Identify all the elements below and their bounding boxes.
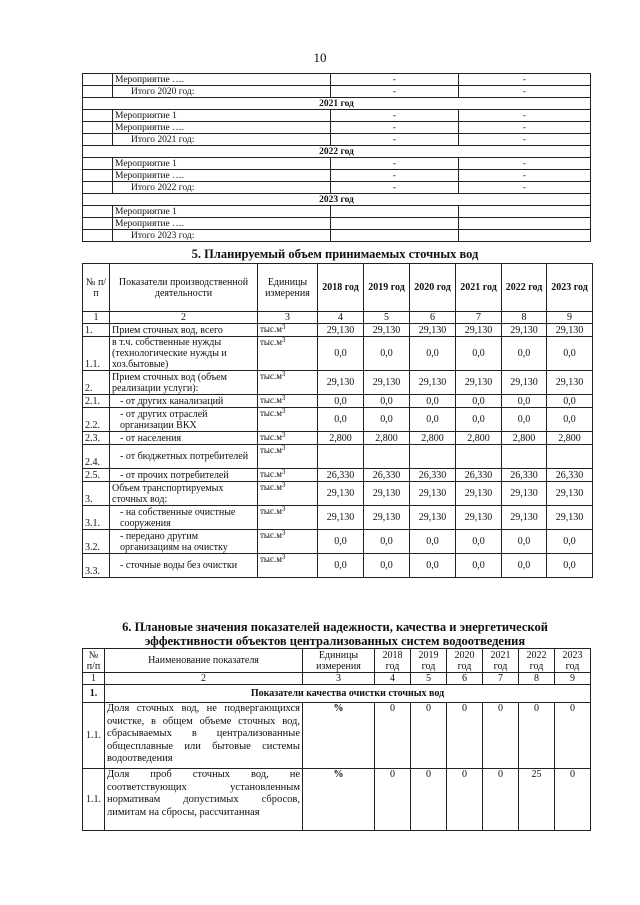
group-num: 1. [83,685,105,703]
row-unit [258,395,318,408]
index-cell: 2 [110,312,258,324]
row-value: 0,0 [318,337,364,371]
row-value: 29,130 [456,482,502,506]
row-value: 0,0 [547,554,593,578]
row-value: 0,0 [318,395,364,408]
index-cell: 4 [375,673,411,685]
row-value: 29,130 [502,506,547,530]
measure-label: Мероприятие …. [113,170,331,182]
index-cell: 7 [483,673,519,685]
row-unit [258,432,318,445]
index-cell: 8 [519,673,555,685]
unit-text: тыс.м [260,432,282,442]
row-value: 0,0 [502,395,547,408]
measure-value [331,230,459,242]
row-num: 3.1. [83,506,110,530]
row-value: 26,330 [410,469,456,482]
unit-superscript: 3 [281,529,286,537]
row-value: 29,130 [318,324,364,337]
header-year: 2020 год [410,264,456,312]
row-value [502,445,547,469]
row-value: 2,800 [456,432,502,445]
row-value: 29,130 [456,324,502,337]
header-year: 2022 год [519,649,555,673]
row-value: 0,0 [456,554,502,578]
row-num: 3.2. [83,530,110,554]
row-value: 2,800 [318,432,364,445]
row-value: 2,800 [547,432,593,445]
measure-value: - [331,170,459,182]
row-value: 0 [555,769,591,831]
row-num: 2.2. [83,408,110,432]
row-value: 29,130 [502,371,547,395]
row-label: - на собственные очистные сооружения [110,506,258,530]
unit-superscript: 3 [281,553,286,561]
header-year: 2018 год [318,264,364,312]
row-value: 0 [375,703,411,769]
row-value: 29,130 [364,371,410,395]
row-value: 29,130 [410,371,456,395]
table-header-row [83,649,591,673]
measure-label: Мероприятие …. [113,74,331,86]
row-value [410,445,456,469]
table-row [83,769,591,831]
row-label: - от других отраслей организации ВКХ [110,408,258,432]
measure-value: - [459,134,591,146]
measure-row [83,230,591,242]
measure-num [83,110,113,122]
row-num: 2. [83,371,110,395]
measure-num [83,230,113,242]
measure-value: - [331,182,459,194]
measure-row [83,74,591,86]
row-num: 1.1. [83,337,110,371]
row-label: - от других канализаций [110,395,258,408]
row-num: 1.1. [83,703,105,769]
unit-superscript: 3 [281,407,286,415]
table-row [83,703,591,769]
row-value: 0 [411,769,447,831]
row-unit [258,506,318,530]
measure-value: - [331,110,459,122]
row-value: 26,330 [364,469,410,482]
row-unit [258,482,318,506]
row-value: 0,0 [456,337,502,371]
index-cell: 6 [410,312,456,324]
row-num: 2.1. [83,395,110,408]
row-value: 0,0 [364,408,410,432]
table-row [83,408,593,432]
row-unit [258,337,318,371]
row-value: 2,800 [410,432,456,445]
row-value: 26,330 [547,469,593,482]
index-cell: 1 [83,312,110,324]
unit-superscript: 3 [281,444,286,452]
measure-total-label: Итого 2022 год: [113,182,331,194]
row-value: 29,130 [410,324,456,337]
measure-row [83,170,591,182]
row-value: 29,130 [547,506,593,530]
row-label: - от населения [110,432,258,445]
header-year: 2022 год [502,264,547,312]
table-row [83,337,593,371]
row-value: 0,0 [456,530,502,554]
table-row [83,530,593,554]
row-value: 29,130 [502,324,547,337]
row-value: 0,0 [410,530,456,554]
table-row [83,371,593,395]
row-value: 0 [483,703,519,769]
measure-row [83,110,591,122]
row-value: 29,130 [547,482,593,506]
year-heading: 2023 год [83,194,591,206]
row-value: 2,800 [364,432,410,445]
header-year: 2023 год [547,264,593,312]
header-unit: Единицы измерения [303,649,375,673]
measure-value: - [459,110,591,122]
header-indicator: Наименование показателя [105,649,303,673]
unit-text: тыс.м [260,371,282,381]
row-value [364,445,410,469]
measure-label: Мероприятие …. [113,122,331,134]
row-value [318,445,364,469]
row-num: 1. [83,324,110,337]
unit-text: тыс.м [260,506,282,516]
measure-num [83,206,113,218]
measure-value: - [459,74,591,86]
unit-text: тыс.м [260,395,282,405]
row-value: 29,130 [410,506,456,530]
measure-value: - [459,86,591,98]
row-value: 0,0 [318,554,364,578]
year-heading: 2021 год [83,98,591,110]
row-label: Прием сточных вод (объем реализации услуги): [110,371,258,395]
index-cell: 6 [447,673,483,685]
row-label: - от бюджетных потребителей [110,445,258,469]
row-value: 29,130 [318,482,364,506]
header-num: № п/п [83,264,110,312]
measure-num [83,218,113,230]
header-num: № п/п [83,649,105,673]
row-value: 0,0 [547,530,593,554]
index-row [83,673,591,685]
measure-value: - [459,182,591,194]
row-value: 0,0 [410,408,456,432]
row-value: 0,0 [364,395,410,408]
row-value: 0 [411,703,447,769]
unit-text: тыс.м [260,408,282,418]
row-label: - передано другим организациям на очистку [110,530,258,554]
table-row [83,554,593,578]
row-unit [258,445,318,469]
row-value [456,445,502,469]
measure-value [331,218,459,230]
measure-value: - [459,158,591,170]
row-num: 1.1. [83,769,105,831]
measure-label: Мероприятие 1 [113,110,331,122]
unit-superscript: 3 [281,394,286,402]
row-value: 0,0 [364,554,410,578]
measure-num [83,86,113,98]
row-unit: % [303,769,375,831]
row-value: 0 [447,703,483,769]
row-value: 29,130 [364,324,410,337]
measure-num [83,170,113,182]
year-heading: 2022 год [83,146,591,158]
table-row [83,432,593,445]
row-num: 2.3. [83,432,110,445]
index-cell: 8 [502,312,547,324]
unit-text: тыс.м [260,469,282,479]
unit-text: тыс.м [260,554,282,564]
page-number: 10 [313,50,327,65]
row-value: 0,0 [502,337,547,371]
index-cell: 5 [411,673,447,685]
measure-label: Мероприятие 1 [113,206,331,218]
row-unit [258,554,318,578]
measure-label: Мероприятие …. [113,218,331,230]
row-value: 0 [555,703,591,769]
unit-superscript: 3 [281,370,286,378]
row-value: 25 [519,769,555,831]
index-cell: 9 [547,312,593,324]
row-num: 2.5. [83,469,110,482]
table-row [83,469,593,482]
measure-value [459,230,591,242]
row-value: 26,330 [502,469,547,482]
measure-total-label: Итого 2020 год: [113,86,331,98]
measure-value: - [331,122,459,134]
row-value: 29,130 [456,506,502,530]
row-label: Объем транспортируемых сточных вод: [110,482,258,506]
measure-value: - [331,86,459,98]
measure-row [83,134,591,146]
measure-value: - [331,158,459,170]
measure-total-label: Итого 2023 год: [113,230,331,242]
row-value: 0,0 [410,337,456,371]
row-unit [258,408,318,432]
unit-text: тыс.м [260,482,282,492]
header-unit: Единицы измерения [258,264,318,312]
row-unit [258,530,318,554]
group-row [83,685,591,703]
row-unit: % [303,703,375,769]
row-value: 29,130 [547,324,593,337]
row-value: 0,0 [318,408,364,432]
header-indicator: Показатели производственной деятельности [110,264,258,312]
row-value: 29,130 [318,506,364,530]
table-row [83,482,593,506]
row-label: Прием сточных вод, всего [110,324,258,337]
row-unit [258,324,318,337]
index-cell: 9 [555,673,591,685]
row-value: 29,130 [456,371,502,395]
measure-row [83,182,591,194]
index-cell: 1 [83,673,105,685]
row-value: 0,0 [547,408,593,432]
group-title: Показатели качества очистки сточных вод [105,685,591,703]
header-year: 2023 год [555,649,591,673]
index-cell: 3 [303,673,375,685]
measure-value [459,206,591,218]
row-value: 2,800 [502,432,547,445]
row-value: 0,0 [502,408,547,432]
unit-superscript: 3 [281,468,286,476]
row-value: 0,0 [364,337,410,371]
measure-row [83,86,591,98]
measure-row [83,158,591,170]
row-value: 0,0 [456,395,502,408]
year-row [83,146,591,158]
unit-text: тыс.м [260,445,282,455]
row-value: 0 [519,703,555,769]
unit-text: тыс.м [260,324,282,334]
year-row [83,194,591,206]
header-year: 2018 год [375,649,411,673]
row-label: Доля сточных вод, не подвергающихся очистке, в общем объеме сточных вод, сбрасываемых в централизованные общесплавные или бытовые системы водоотведения [105,703,303,769]
row-label: Доля проб сточных вод, не соответствующих установленным нормативам допустимых сбросов, лимитам на сбросы, рассчитанная [105,769,303,831]
row-value: 0 [447,769,483,831]
index-cell: 4 [318,312,364,324]
measure-value [331,206,459,218]
index-cell: 5 [364,312,410,324]
measure-row [83,122,591,134]
table-row [83,506,593,530]
measure-row [83,206,591,218]
table-row [83,395,593,408]
header-year: 2019 год [411,649,447,673]
header-year: 2020 год [447,649,483,673]
section5-title: 5. Планируемый объем принимаемых сточных вод [191,247,479,261]
header-year: 2019 год [364,264,410,312]
measure-total-label: Итого 2021 год: [113,134,331,146]
row-unit [258,469,318,482]
row-value: 29,130 [547,371,593,395]
measure-num [83,74,113,86]
quality-indicators-table [82,648,591,831]
table-row [83,445,593,469]
measure-num [83,182,113,194]
unit-superscript: 3 [281,323,286,331]
row-value: 0,0 [502,554,547,578]
row-num: 2.4. [83,445,110,469]
row-num: 3. [83,482,110,506]
row-value: 0,0 [364,530,410,554]
row-value: 0,0 [547,395,593,408]
table-row [83,324,593,337]
row-value [547,445,593,469]
index-cell: 7 [456,312,502,324]
measure-value: - [331,74,459,86]
header-year: 2021 год [456,264,502,312]
measure-value: - [459,170,591,182]
row-value: 0,0 [547,337,593,371]
row-value: 29,130 [364,482,410,506]
row-value: 29,130 [318,371,364,395]
measure-num [83,158,113,170]
year-row [83,98,591,110]
index-row [83,312,593,324]
measure-row [83,218,591,230]
row-label: в т.ч. собственные нужды (технологические нужды и хоз.бытовые) [110,337,258,371]
section6-title-line2: эффективности объектов централизованных систем водоотведения [144,634,526,648]
table-header-row [83,264,593,312]
index-cell: 3 [258,312,318,324]
row-value: 29,130 [410,482,456,506]
measures-table [82,73,591,242]
row-unit [258,371,318,395]
section6-title-line1: 6. Плановые значения показателей надежности, качества и энергетической [122,620,548,634]
row-value: 0,0 [410,395,456,408]
unit-superscript: 3 [281,505,286,513]
row-value: 29,130 [502,482,547,506]
header-year: 2021 год [483,649,519,673]
index-cell: 2 [105,673,303,685]
measure-num [83,134,113,146]
row-value: 29,130 [364,506,410,530]
measure-value [459,218,591,230]
row-value: 0 [483,769,519,831]
row-value: 0 [375,769,411,831]
row-value: 26,330 [318,469,364,482]
unit-superscript: 3 [281,431,286,439]
row-value: 0,0 [456,408,502,432]
measure-label: Мероприятие 1 [113,158,331,170]
unit-superscript: 3 [281,481,286,489]
row-label: - от прочих потребителей [110,469,258,482]
row-label: - сточные воды без очистки [110,554,258,578]
unit-superscript: 3 [281,336,286,344]
unit-text: тыс.м [260,530,282,540]
measure-num [83,122,113,134]
row-value: 0,0 [502,530,547,554]
row-value: 0,0 [318,530,364,554]
wastewater-volume-table [82,263,593,578]
row-value: 0,0 [410,554,456,578]
measure-value: - [459,122,591,134]
unit-text: тыс.м [260,337,282,347]
measure-value: - [331,134,459,146]
row-value: 26,330 [456,469,502,482]
row-num: 3.3. [83,554,110,578]
